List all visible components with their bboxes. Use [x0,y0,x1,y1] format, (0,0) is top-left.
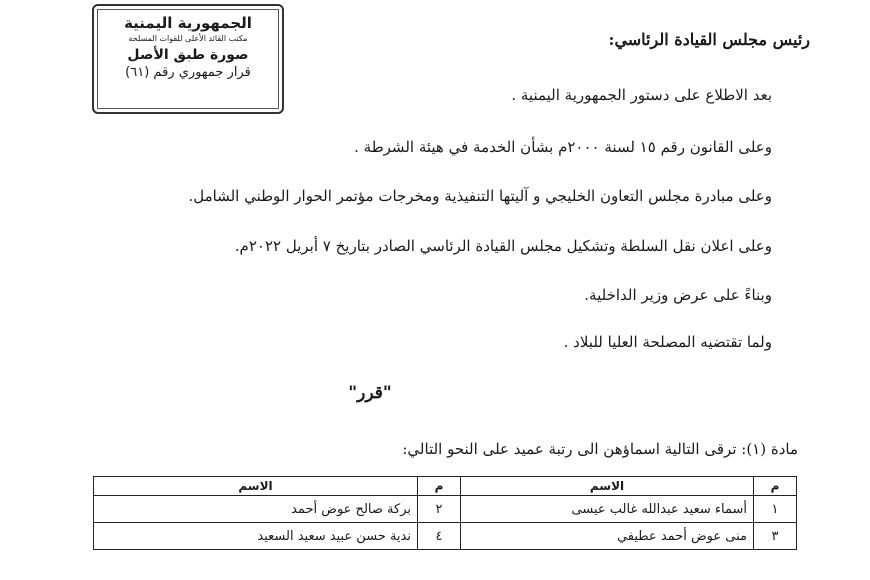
document-title: رئيس مجلس القيادة الرئاسي: [608,30,810,49]
stamp-decree-number: قرار جمهوري رقم (٦١) [125,65,251,80]
decision-heading: "قرر" [348,383,392,403]
stamp-true-copy: صورة طبق الأصل [127,47,249,63]
column-header-num: م [754,477,797,496]
table-row [94,496,797,523]
row-number: ٣ [754,523,797,550]
official-stamp [92,4,284,114]
row-number: ٤ [418,523,461,550]
preamble-line: وعلى القانون رقم ١٥ لسنة ٢٠٠٠م بشأن الخدمة في هيئة الشرطة . [354,138,772,156]
person-name: منى عوض أحمد عطيفي [461,523,754,550]
names-table [93,476,797,550]
stamp-republic: الجمهورية اليمنية [124,14,252,32]
table-header-row [94,477,797,496]
column-header-num: م [418,477,461,496]
stamp-office: مكتب القائد الأعلى للقوات المسلحة [128,34,248,43]
row-number: ١ [754,496,797,523]
column-header-name: الاسم [94,477,418,496]
preamble-line: وعلى مبادرة مجلس التعاون الخليجي و آليتها التنفيذية ومخرجات مؤتمر الحوار الوطني الشامل. [188,187,772,205]
preamble-line: وعلى اعلان نقل السلطة وتشكيل مجلس القيادة الرئاسي الصادر بتاريخ ٧ أبريل ٢٠٢٢م. [234,237,772,255]
article-1: مادة (١): ترقى التالية اسماؤهن الى رتبة عميد على النحو التالي: [402,440,798,458]
preamble-line: بعد الاطلاع على دستور الجمهورية اليمنية . [511,86,772,104]
column-header-name: الاسم [461,477,754,496]
person-name: ندية حسن عبيد سعيد السعيد [94,523,418,550]
table-row [94,523,797,550]
row-number: ٢ [418,496,461,523]
preamble-line: وبناءً على عرض وزير الداخلية. [584,286,772,304]
person-name: بركة صالح عوض أحمد [94,496,418,523]
preamble-line: ولما تقتضيه المصلحة العليا للبلاد . [563,333,772,351]
person-name: أسماء سعيد عبدالله غالب عيسى [461,496,754,523]
